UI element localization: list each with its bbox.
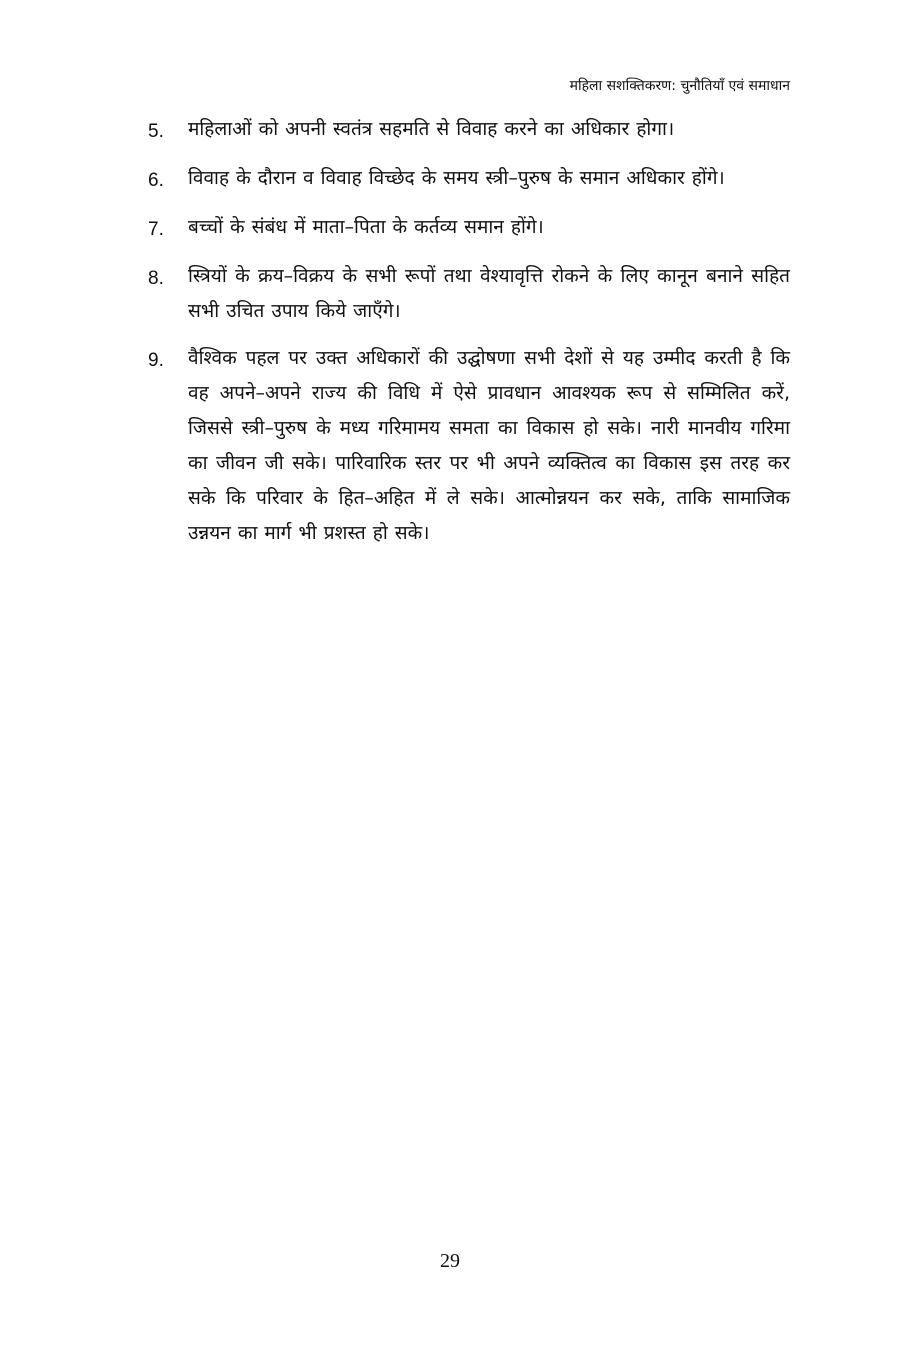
list-item: [148, 112, 790, 149]
list-item: [148, 161, 790, 198]
list-item-text: बच्चों के संबंध में माता–पिता के कर्तव्य समान होंगे।: [188, 216, 544, 238]
list-item-number: 7.: [148, 219, 164, 240]
list-item-number: 6.: [148, 170, 164, 191]
list-item-number: 5.: [148, 121, 164, 142]
running-header-title: महिला सशक्तिकरण: चुनौतियाँ एवं समाधान: [569, 78, 790, 94]
numbered-list: [148, 112, 790, 563]
list-item: [148, 341, 790, 551]
list-item-number: 9.: [148, 350, 164, 371]
list-item: [148, 210, 790, 247]
list-item-text: स्त्रियों के क्रय–विक्रय के सभी रूपों तथा वेश्यावृत्ति रोकने के लिए कानून बनाने सहित सभी उचित उपाय किये जाएँगे।: [188, 265, 790, 322]
list-item: [148, 259, 790, 329]
list-item-text: महिलाओं को अपनी स्वतंत्र सहमति से विवाह करने का अधिकार होगा।: [188, 118, 675, 140]
page-number: 29: [440, 1250, 460, 1272]
list-item-text: विवाह के दौरान व विवाह विच्छेद के समय स्त्री–पुरुष के समान अधिकार होंगे।: [188, 167, 725, 189]
list-item-number: 8.: [148, 268, 164, 289]
list-item-text: वैश्विक पहल पर उक्त अधिकारों की उद्घोषणा सभी देशों से यह उम्मीद करती है कि वह अपने–अपने राज्य की विधि में ऐसे प्रावधान आवश्यक रूप से सम्मिलित करें, जिससे स्त्री–पुरुष के मध्य गरिमामय समता का विकास हो सके। नारी मानवीय गरिमा का जीवन जी सके। पारिवारिक स्तर पर भी अपने व्यक्तित्व का विकास इस तरह कर सके कि परिवार के हित–अहित में ले सके। आत्मोन्नयन कर सके, ताकि सामाजिक उन्नयन का मार्ग भी प्रशस्त हो सके।: [188, 347, 790, 544]
